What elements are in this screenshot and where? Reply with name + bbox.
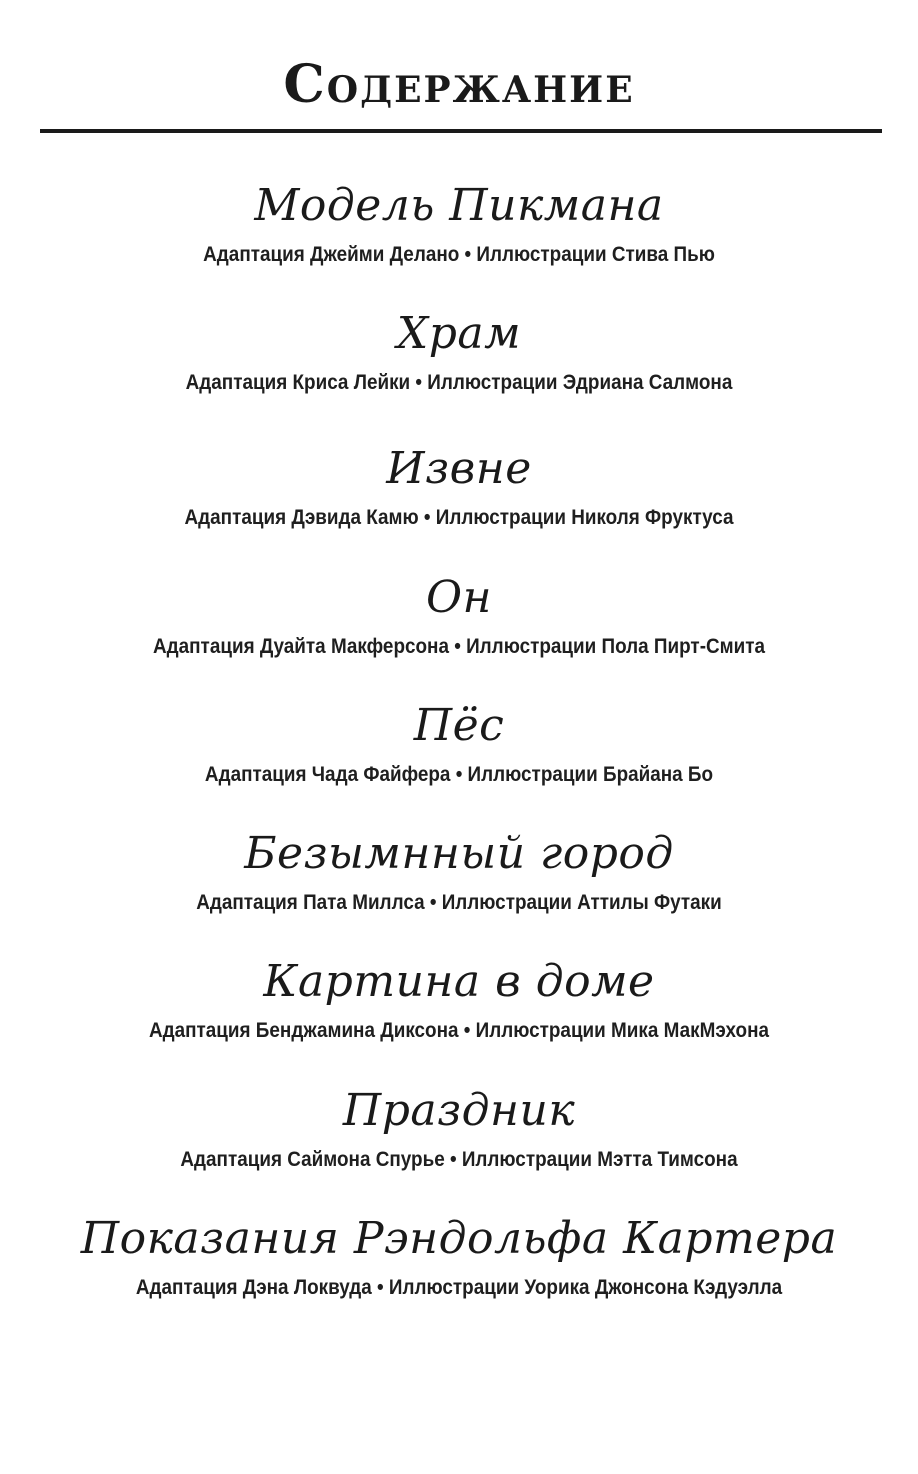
- story-credits: Адаптация Саймона Спурье • Иллюстрации Мэтта Тимсона: [180, 1148, 738, 1171]
- story-credits: Адаптация Джейми Делано • Иллюстрации Стива Пью: [203, 243, 715, 266]
- toc-entry: [0, 441, 918, 533]
- story-title: Показания Рэндольфа Картера: [80, 1213, 838, 1264]
- toc-entry: [0, 1211, 918, 1303]
- story-title: Храм: [396, 308, 522, 359]
- story-credits: Адаптация Чада Файфера • Иллюстрации Брайана Бо: [204, 763, 714, 786]
- story-credits: Адаптация Криса Лейки • Иллюстрации Эдриана Салмона: [185, 371, 733, 394]
- story-title: Пёс: [413, 700, 505, 751]
- story-title: Праздник: [342, 1085, 576, 1136]
- toc-entry: [0, 954, 918, 1046]
- story-title: Безымнный город: [244, 828, 674, 879]
- story-credits: Адаптация Бенджамина Диксона • Иллюстрации Мика МакМэхона: [148, 1019, 770, 1042]
- story-credits: Адаптация Пата Миллса • Иллюстрации Аттилы Футаки: [196, 891, 722, 914]
- toc-entry: [0, 306, 918, 398]
- toc-entry: [0, 178, 918, 270]
- toc-entry: [0, 570, 918, 662]
- story-title: Картина в доме: [263, 956, 655, 1007]
- page-title: Содержание: [283, 54, 635, 115]
- story-title: Модель Пикмана: [254, 180, 664, 231]
- story-credits: Адаптация Дуайта Макферсона • Иллюстрации Пола Пирт-Смита: [152, 635, 766, 658]
- toc-entry: [0, 1083, 918, 1175]
- toc-entry: [0, 826, 918, 918]
- toc-entry: [0, 698, 918, 790]
- story-credits: Адаптация Дэвида Камю • Иллюстрации Николя Фруктуса: [184, 506, 734, 529]
- story-credits: Адаптация Дэна Локвуда • Иллюстрации Уорика Джонсона Кэдуэлла: [135, 1276, 783, 1299]
- story-title: Он: [425, 572, 493, 623]
- story-title: Извне: [386, 443, 532, 494]
